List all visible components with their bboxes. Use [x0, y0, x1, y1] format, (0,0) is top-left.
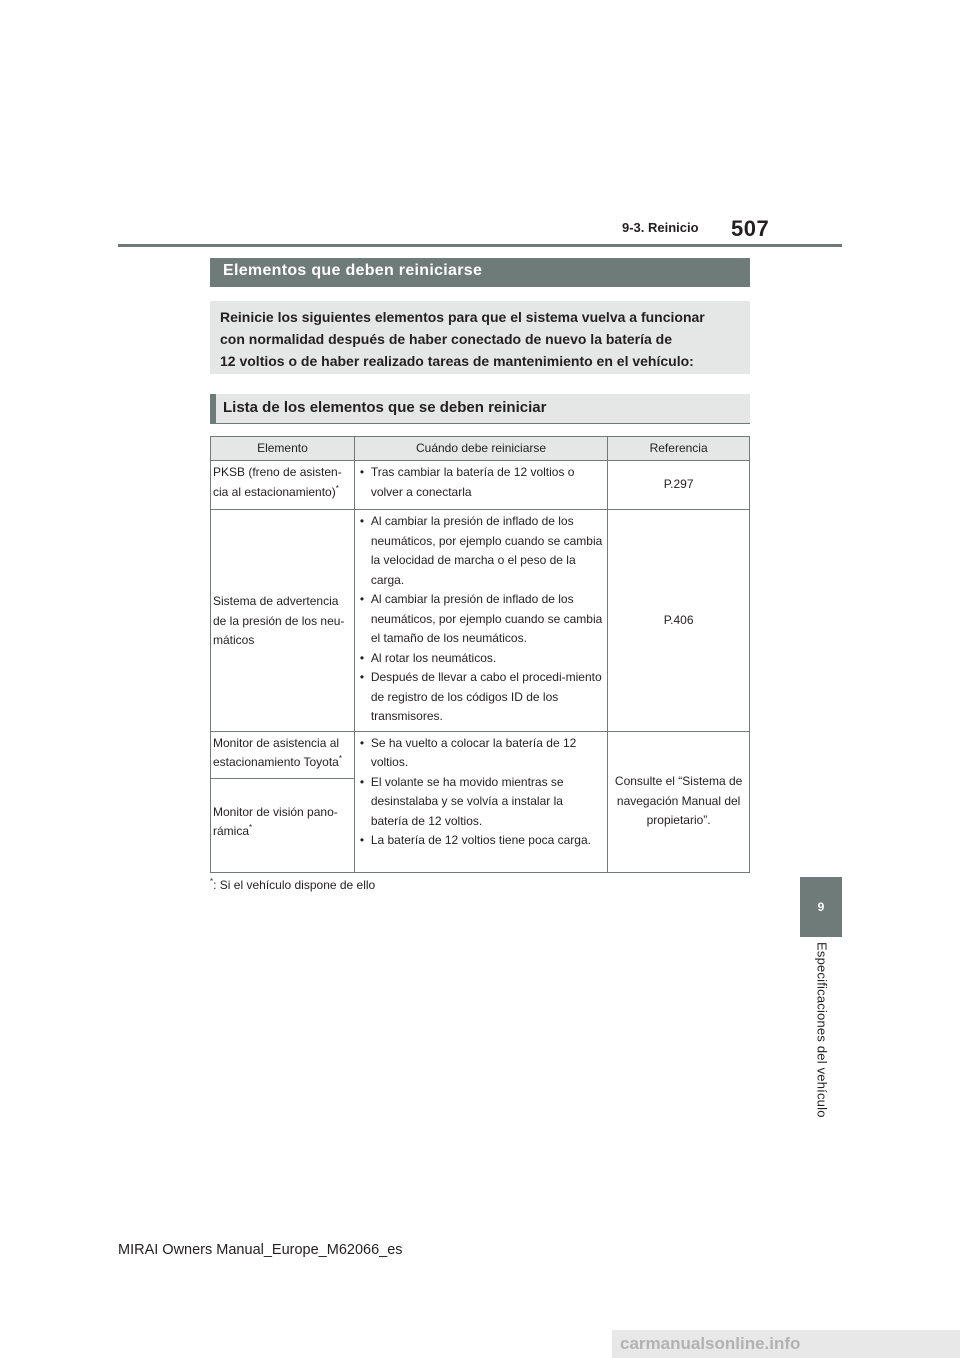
reference-cell: Consulte el “Sistema de navegación Manual del propietario”. — [608, 731, 750, 872]
footnote-mark: * — [249, 823, 253, 832]
when-cell — [354, 461, 607, 510]
intro-line: 12 voltios o de haber realizado tareas de mantenimiento en el vehículo: — [220, 353, 694, 369]
footnote-mark: * — [335, 483, 339, 493]
footnote-mark: * — [338, 754, 342, 763]
list-item: • El volante se ha movido mientras se desinstalaba y se volvía a instalar la batería de 12 voltios. — [359, 773, 603, 832]
intro-line: Reinicie los siguientes elementos para que el sistema vuelva a funcionar — [220, 309, 705, 325]
list-item: • Al cambiar la presión de inflado de los neumáticos, por ejemplo cuando se cambia el tamaño de los neumáticos. — [359, 590, 603, 649]
list-item: • Al rotar los neumáticos. — [359, 649, 603, 669]
element-cell: Sistema de advertencia de la presión de los neu- máticos — [211, 510, 355, 732]
watermark[interactable] — [612, 1330, 960, 1358]
reset-items-table — [210, 436, 750, 873]
footnote-mark: * — [210, 877, 214, 886]
list-item: • La batería de 12 voltios tiene poca carga. — [359, 831, 603, 851]
subsection-title: Lista de los elementos que se deben reiniciar — [223, 399, 547, 416]
table-row — [211, 461, 750, 510]
table-row — [211, 510, 750, 732]
table-header-row — [211, 437, 750, 461]
subsection-marker — [210, 394, 216, 424]
list-item: • Después de llevar a cabo el procedi-miento de registro de los códigos ID de los transmisores. — [359, 668, 603, 727]
reference-cell: P.406 — [608, 510, 750, 732]
table-row — [211, 731, 750, 778]
header-reference: Referencia — [608, 437, 750, 461]
section-title-bar — [210, 258, 750, 287]
chapter-title: Especificaciones del vehículo — [814, 942, 830, 1118]
chapter-number: 9 — [817, 900, 825, 914]
reference-cell: P.297 — [608, 461, 750, 510]
subsection-heading — [210, 394, 750, 424]
list-item: • Se ha vuelto a colocar la batería de 12 voltios. — [359, 734, 603, 773]
watermark-text[interactable]: carmanualsonline.info — [620, 1334, 801, 1353]
header-when: Cuándo debe reiniciarse — [354, 437, 607, 461]
chapter-tab — [800, 877, 842, 937]
footnote — [210, 878, 375, 892]
when-cell — [354, 510, 607, 732]
header-rule — [118, 244, 842, 247]
list-item: • Al cambiar la presión de inflado de los neumáticos, por ejemplo cuando se cambia la velocidad de marcha o el peso de la carga. — [359, 512, 603, 590]
intro-box — [210, 301, 750, 374]
intro-line: con normalidad después de haber conectado de nuevo la batería de — [220, 331, 673, 347]
list-item: • Tras cambiar la batería de 12 voltios o volver a conectarla — [359, 463, 603, 502]
section-title: Elementos que deben reiniciarse — [223, 262, 483, 279]
element-cell: PKSB (freno de asisten- cia al estacionamiento)* — [211, 461, 355, 510]
chapter-title-vertical — [812, 942, 832, 1132]
when-cell — [354, 731, 607, 872]
manual-footer: MIRAI Owners Manual_Europe_M62066_es — [118, 1242, 403, 1258]
section-label: 9-3. Reinicio — [622, 220, 699, 235]
element-cell: Monitor de asistencia al estacionamiento Toyota* — [211, 731, 355, 778]
element-cell: Monitor de visión pano- rámica* — [211, 778, 355, 872]
page-number: 507 — [731, 216, 770, 241]
header-element: Elemento — [211, 437, 355, 461]
footnote-text: : Si el vehículo dispone de ello — [213, 878, 376, 892]
